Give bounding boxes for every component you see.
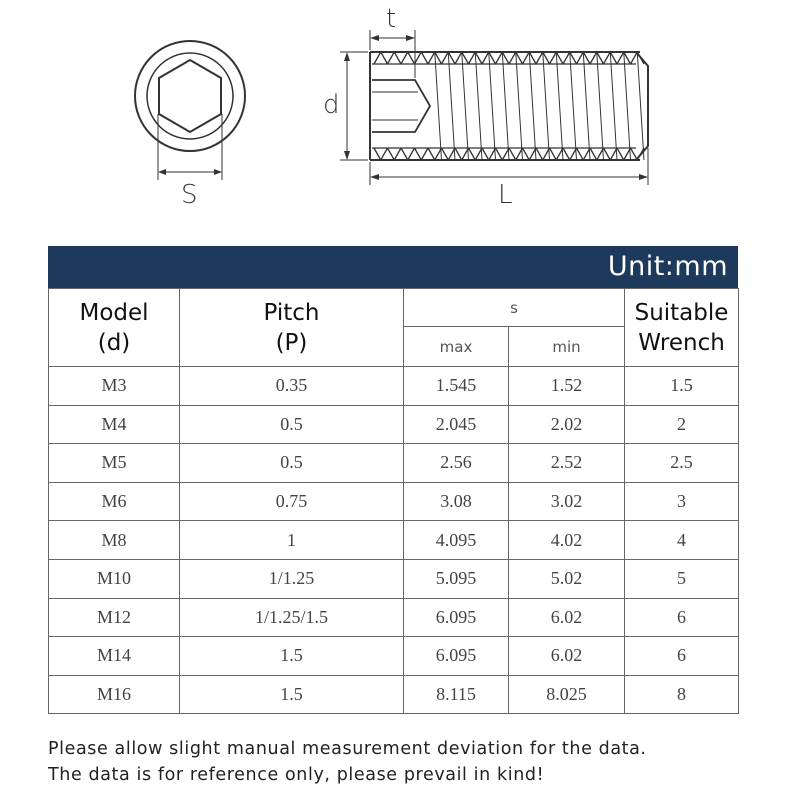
header-model (49, 289, 180, 367)
thread-crest-top (388, 52, 402, 64)
thread-crest-top (374, 52, 388, 64)
cell-model: M5 (49, 444, 180, 483)
table-row (49, 482, 739, 521)
cell-model: M14 (49, 637, 180, 676)
thread-line (556, 52, 563, 160)
cell-wrench: 2.5 (625, 444, 739, 483)
thread-crest-bottom (577, 148, 591, 160)
thread-crest-bottom (496, 148, 510, 160)
thread-crest-bottom (536, 148, 550, 160)
thread-crest-bottom (428, 148, 442, 160)
cell-s-max: 5.095 (404, 559, 509, 598)
thread-crest-bottom (563, 148, 577, 160)
cell-pitch: 1/1.25/1.5 (180, 598, 404, 637)
thread-line (502, 52, 509, 160)
thread-crest-bottom (617, 148, 631, 160)
spec-table (48, 288, 739, 714)
cell-pitch: 0.75 (180, 482, 404, 521)
table-row (49, 637, 739, 676)
cell-model: M6 (49, 482, 180, 521)
thread-crest-bottom (604, 148, 618, 160)
thread-line (462, 52, 469, 160)
cell-s-max: 4.095 (404, 521, 509, 560)
cell-wrench: 6 (625, 598, 739, 637)
cell-model: M10 (49, 559, 180, 598)
cell-s-max: 2.56 (404, 444, 509, 483)
thread-line (543, 52, 550, 160)
thread-line (624, 52, 631, 160)
thread-line (637, 52, 644, 160)
dim-label-t: t (386, 4, 397, 34)
end-view (135, 41, 245, 180)
cell-s-min: 6.02 (509, 598, 625, 637)
table-row (49, 675, 739, 714)
cell-wrench: 1.5 (625, 367, 739, 406)
header-pitch (180, 289, 404, 367)
cell-pitch: 1.5 (180, 675, 404, 714)
cell-s-max: 6.095 (404, 598, 509, 637)
thread-crest-bottom (442, 148, 456, 160)
header-model-line2: (d) (97, 329, 131, 356)
cell-s-max: 3.08 (404, 482, 509, 521)
thread-line (475, 52, 482, 160)
header-model-line1: Model (79, 299, 149, 326)
cell-pitch: 1 (180, 521, 404, 560)
thread-line (448, 52, 455, 160)
thread-crest-bottom (523, 148, 537, 160)
thread-line (435, 52, 442, 160)
header-s: s (404, 289, 625, 327)
header-s-max: max (404, 327, 509, 367)
set-screw-drawing (0, 0, 800, 230)
thread-line (529, 52, 536, 160)
table-row (49, 367, 739, 406)
cell-pitch: 1/1.25 (180, 559, 404, 598)
cell-model: M3 (49, 367, 180, 406)
cell-s-max: 8.115 (404, 675, 509, 714)
cell-s-min: 8.025 (509, 675, 625, 714)
thread-crest-bottom (415, 148, 429, 160)
header-wrench-line1: Suitable (634, 299, 729, 326)
thread-line (610, 52, 617, 160)
cell-s-min: 1.52 (509, 367, 625, 406)
cell-s-max: 2.045 (404, 405, 509, 444)
dim-label-d: d (323, 90, 340, 120)
dim-label-s: S (181, 180, 198, 210)
thread-line (489, 52, 496, 160)
thread-crest-bottom (509, 148, 523, 160)
cell-model: M4 (49, 405, 180, 444)
table-row (49, 405, 739, 444)
thread-line (583, 52, 590, 160)
cell-model: M12 (49, 598, 180, 637)
thread-crest-bottom (590, 148, 604, 160)
disclaimer-line-2: The data is for reference only, please prevail in kind! (48, 765, 545, 785)
cell-model: M16 (49, 675, 180, 714)
thread-crest-bottom (455, 148, 469, 160)
header-wrench-line2: Wrench (638, 329, 725, 356)
thread-line (597, 52, 604, 160)
cell-pitch: 1.5 (180, 637, 404, 676)
cell-pitch: 0.5 (180, 444, 404, 483)
header-wrench (625, 289, 739, 367)
thread-crest-bottom (401, 148, 415, 160)
cell-wrench: 2 (625, 405, 739, 444)
thread-crest-bottom (482, 148, 496, 160)
table-row (49, 521, 739, 560)
cell-s-min: 2.52 (509, 444, 625, 483)
spec-table-container (48, 246, 738, 714)
header-pitch-line1: Pitch (263, 299, 320, 326)
cell-s-min: 5.02 (509, 559, 625, 598)
thread-crest-bottom (374, 148, 388, 160)
dim-label-l: L (498, 180, 513, 210)
thread-line (570, 52, 577, 160)
thread-crest-bottom (388, 148, 402, 160)
thread-line (516, 52, 523, 160)
unit-label: Unit:mm (607, 251, 728, 282)
table-row (49, 444, 739, 483)
cell-s-min: 3.02 (509, 482, 625, 521)
cell-s-min: 6.02 (509, 637, 625, 676)
cell-wrench: 6 (625, 637, 739, 676)
table-row (49, 598, 739, 637)
disclaimer (48, 736, 788, 788)
header-s-min: min (509, 327, 625, 367)
thread-crest-bottom (469, 148, 483, 160)
cell-wrench: 8 (625, 675, 739, 714)
side-view (340, 30, 648, 185)
screw-diagram (0, 0, 800, 230)
cell-wrench: 3 (625, 482, 739, 521)
unit-banner (48, 246, 738, 288)
cell-s-min: 4.02 (509, 521, 625, 560)
header-pitch-line2: (P) (275, 329, 308, 356)
thread-crest-top (401, 52, 415, 64)
cell-wrench: 5 (625, 559, 739, 598)
cell-s-max: 6.095 (404, 637, 509, 676)
cell-model: M8 (49, 521, 180, 560)
cell-pitch: 0.5 (180, 405, 404, 444)
thread-crest-top (415, 52, 429, 64)
thread-crest-bottom (550, 148, 564, 160)
table-row (49, 559, 739, 598)
cell-s-min: 2.02 (509, 405, 625, 444)
cell-s-max: 1.545 (404, 367, 509, 406)
cell-pitch: 0.35 (180, 367, 404, 406)
cell-wrench: 4 (625, 521, 739, 560)
disclaimer-line-1: Please allow slight manual measurement deviation for the data. (48, 739, 647, 759)
